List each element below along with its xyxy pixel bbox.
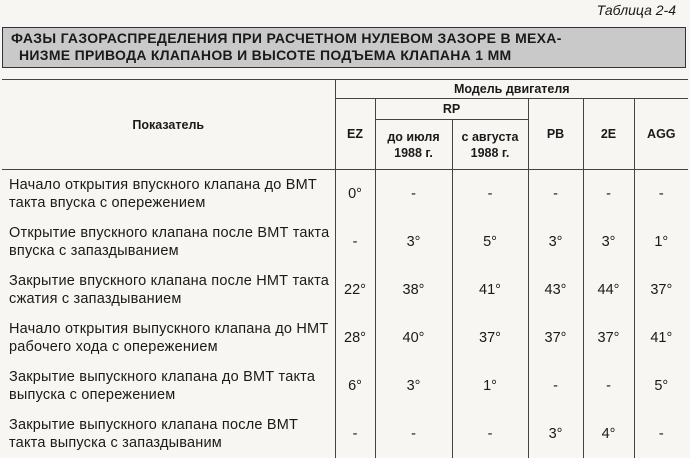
cell-agg: 37°: [634, 266, 688, 314]
cell-rp-after: 1°: [452, 362, 528, 410]
table-row: [2, 410, 688, 458]
table-row: [2, 266, 688, 314]
cell-rp-before: 3°: [375, 218, 452, 266]
cell-2e: 37°: [583, 314, 634, 362]
table-row: [2, 362, 688, 410]
header-ez: EZ: [335, 99, 375, 170]
cell-agg: 1°: [634, 218, 688, 266]
cell-rp-before: -: [375, 410, 452, 458]
table-title: [2, 27, 686, 68]
header-rp: RP: [375, 99, 528, 120]
row-label: Открытие впускного клапана после ВМТ такта впуска с запаздыванием: [9, 224, 330, 259]
header-indicator: Показатель: [2, 80, 335, 170]
cell-pb: 43°: [528, 266, 583, 314]
row-label: Закрытие впускного клапана после НМТ такта сжатия с запаздыванием: [9, 272, 330, 307]
cell-pb: 37°: [528, 314, 583, 362]
cell-ez: 28°: [335, 314, 375, 362]
cell-pb: -: [528, 362, 583, 410]
cell-2e: 4°: [583, 410, 634, 458]
table-caption: Таблица 2-4: [596, 2, 676, 18]
cell-2e: -: [583, 362, 634, 410]
cell-2e: 44°: [583, 266, 634, 314]
cell-rp-before: 40°: [375, 314, 452, 362]
cell-2e: -: [583, 170, 634, 218]
row-label: Закрытие выпускного клапана после ВМТ такта выпуска с запаздываним: [9, 416, 299, 451]
table-title-line-2: НИЗМЕ ПРИВОДА КЛАПАНОВ И ВЫСОТЕ ПОДЪЕМА КЛАПАНА 1 ММ: [19, 47, 512, 63]
cell-ez: -: [335, 218, 375, 266]
cell-rp-after: 37°: [452, 314, 528, 362]
cell-rp-after: 5°: [452, 218, 528, 266]
cell-rp-before: 38°: [375, 266, 452, 314]
cell-rp-before: -: [375, 170, 452, 218]
row-label: Начало открытия впускного клапана до ВМТ такта впуска с опережением: [9, 176, 317, 211]
table-title-line-1: ФАЗЫ ГАЗОРАСПРЕДЕЛЕНИЯ ПРИ РАСЧЕТНОМ НУЛЕВОМ ЗАЗОРЕ В МЕХА-: [11, 30, 562, 46]
header-rp-before: до июля 1988 г.: [375, 120, 452, 170]
cell-2e: 3°: [583, 218, 634, 266]
cell-ez: 0°: [335, 170, 375, 218]
table-row: [2, 314, 688, 362]
header-rp-after: с августа 1988 г.: [452, 120, 528, 170]
row-label: Закрытие выпускного клапана до ВМТ такта выпуска с опережением: [9, 368, 316, 403]
header-engine-model: Модель двигателя: [335, 80, 688, 99]
cell-pb: 3°: [528, 410, 583, 458]
header-pb: PB: [528, 99, 583, 170]
row-label: Начало открытия выпускного клапана до НМТ рабочего хода с опережением: [9, 320, 329, 355]
cell-agg: -: [634, 410, 688, 458]
cell-agg: 5°: [634, 362, 688, 410]
header-agg: AGG: [634, 99, 688, 170]
cell-pb: 3°: [528, 218, 583, 266]
table-row: [2, 218, 688, 266]
cell-ez: 6°: [335, 362, 375, 410]
cell-pb: -: [528, 170, 583, 218]
cell-agg: 41°: [634, 314, 688, 362]
cell-agg: -: [634, 170, 688, 218]
table-row: [2, 170, 688, 218]
valve-timing-table: [2, 79, 688, 458]
cell-rp-before: 3°: [375, 362, 452, 410]
header-2e: 2E: [583, 99, 634, 170]
cell-rp-after: -: [452, 170, 528, 218]
cell-rp-after: 41°: [452, 266, 528, 314]
cell-ez: 22°: [335, 266, 375, 314]
cell-ez: -: [335, 410, 375, 458]
cell-rp-after: -: [452, 410, 528, 458]
